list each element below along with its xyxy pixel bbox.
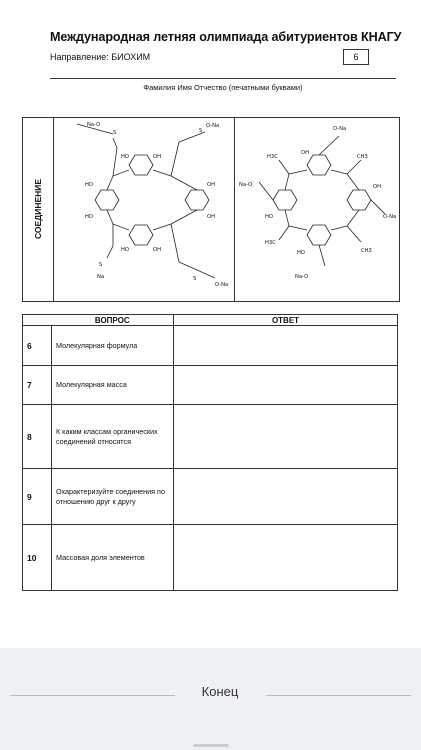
row-question: К каким классам органических соединений относятся [52,405,174,469]
compound-side-label [23,118,54,301]
direction-label: Направление: БИОХИМ [50,52,151,62]
name-field-label: Фамилия Имя Отчество (печатными буквами) [143,83,303,92]
answer-cell[interactable] [174,525,398,591]
left-na-bottom-right: O-Na [215,282,229,288]
row-question: Молекулярная масса [52,366,174,405]
end-right-rule [266,695,411,696]
compound-label-text: СОЕДИНЕНИЕ [33,178,43,240]
header-question: ВОПРОС [52,315,174,326]
end-label: Конец [201,684,239,699]
right-oh-2: OH [373,184,381,190]
end-button[interactable] [10,684,411,702]
left-ho-1: HO [121,154,129,160]
header-num-cell [23,315,52,326]
row-question: Массовая доля элементов [52,525,174,591]
table-row [23,405,398,469]
compound-box [22,117,400,302]
left-s-1: S [113,130,117,136]
scroll-indicator[interactable] [193,744,229,747]
right-h3c-1: H3C [267,154,278,160]
row-number: 7 [23,366,52,405]
row-number: 6 [23,326,52,366]
end-left-rule [10,695,175,696]
left-structure-diagram [55,118,233,301]
questions-table [22,314,398,591]
page-number-box: 6 [343,49,369,65]
answer-cell[interactable] [174,469,398,525]
left-na-bottom-left: Na [97,274,105,280]
left-ho-3: HO [85,214,93,220]
answer-cell[interactable] [174,366,398,405]
left-na-top-left: Na-O [87,122,101,128]
right-ch3-1: CH3 [357,154,368,160]
right-h3c-2: H3C [265,240,276,246]
left-ho-2: HO [85,182,93,188]
left-oh-1: OH [153,154,161,160]
left-s-4: S [193,276,197,282]
row-number: 10 [23,525,52,591]
table-row [23,525,398,591]
left-oh-3: OH [207,214,215,220]
row-question: Охарактеризуйте соединения по отношению друг к другу [52,469,174,525]
page-title: Международная летняя олимпиада абитуриентов КНАГУ [50,30,402,44]
right-o-na-1: O-Na [333,126,347,132]
left-s-2: S [199,128,203,134]
row-number: 8 [23,405,52,469]
row-question: Молекулярная формула [52,326,174,366]
left-s-3: S [99,262,103,268]
header-answer: ОТВЕТ [174,315,398,326]
table-row [23,366,398,405]
left-ho-4: HO [121,247,129,253]
answer-cell[interactable] [174,405,398,469]
left-na-top-right: O-Na [206,123,220,129]
name-underline [50,78,396,79]
table-row [23,469,398,525]
right-oh-1: OH [301,150,309,156]
right-ch3-2: CH3 [361,248,372,254]
table-row [23,326,398,366]
right-na-o-2: Na-O [295,274,309,280]
row-number: 9 [23,469,52,525]
left-oh-2: OH [207,182,215,188]
right-na-o-1: Na-O [239,182,253,188]
right-o-na-2: O-Na [383,214,397,220]
right-ho-2: HO [297,250,305,256]
table-header-row [23,315,398,326]
right-ho-1: HO [265,214,273,220]
answer-cell[interactable] [174,326,398,366]
left-oh-4: OH [153,247,161,253]
right-structure-diagram [235,118,399,301]
